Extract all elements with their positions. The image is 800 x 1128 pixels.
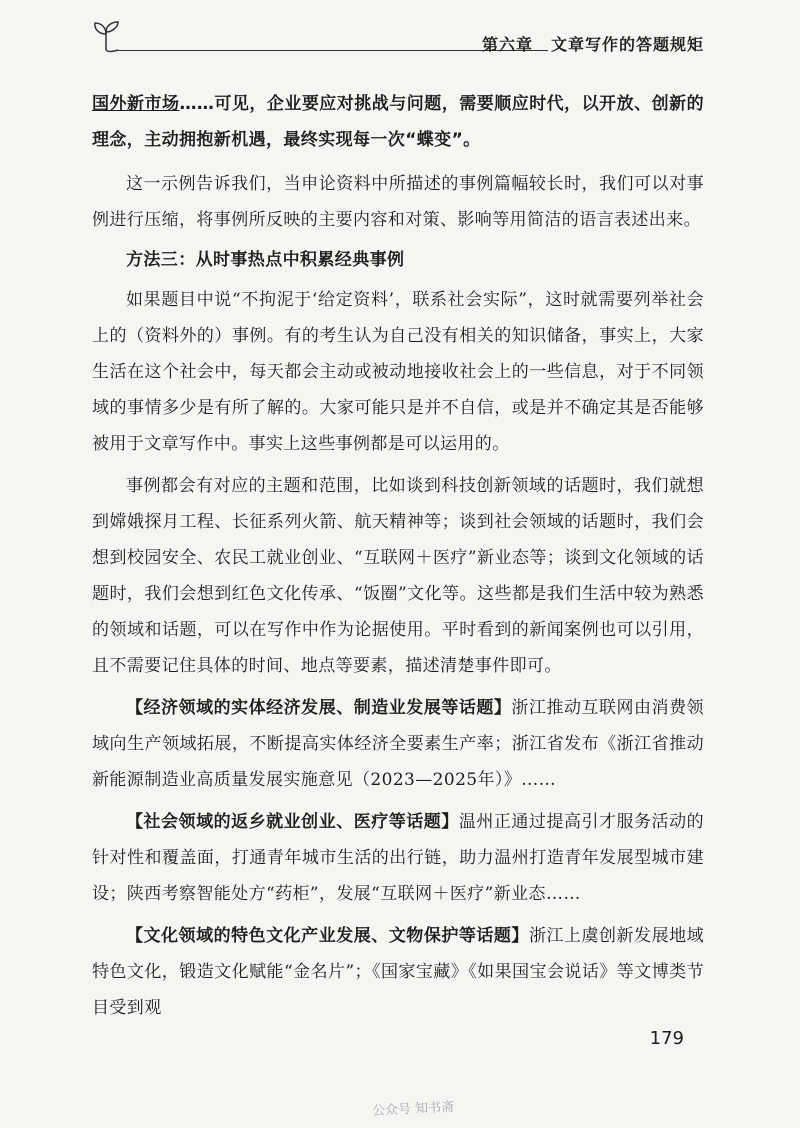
paragraph-2: 这一示例告诉我们，当申论资料中所描述的事例篇幅较长时，我们可以对事例进行压缩，将事例所反映的主要内容和对策、影响等用简洁的语言表述出来。	[92, 174, 704, 230]
paragraph-4: 事例都会有对应的主题和范围，比如谈到科技创新领域的话题时，我们就想到嫦娥探月工程、长征系列火箭、航天精神等；谈到社会领域的话题时，我们会想到校园安全、农民工就业创业、“互联网＋医疗”新业态等；谈到文化领域的话题时，我们会想到红色文化传承、“饭圈”文化等。这些都是我们生活中较为熟悉的领域和话题，可以在写作中作为论据使用。平时看到的新闻案例也可以引用，且不需要记住具体的时间、地点等要素，描述清楚事件即可。	[92, 476, 704, 676]
topic-society-label: 【社会领域的返乡就业创业、医疗等话题】	[126, 812, 459, 832]
page-header	[92, 20, 704, 60]
topic-society-text: 温州正通过提高引才服务活动的针对性和覆盖面，打通青年城市生活的出行链，助力温州打造青年发展型城市建设；陕西考察智能处方“药柜”，发展“互联网＋医疗”新业态……	[92, 812, 704, 904]
chapter-title: 文章写作的答题规矩	[550, 35, 704, 54]
topic-economy	[92, 690, 704, 798]
footer-stamp: 公众号 知书斋	[371, 1099, 455, 1120]
chapter-number: 第六章	[481, 35, 533, 54]
topic-economy-label: 【经济领域的实体经济发展、制造业发展等话题】	[126, 698, 512, 718]
paragraph-1-rest: ……可见，企业要应对挑战与问题，需要顺应时代，以开放、创新的理念，主动拥抱新机遇，最终实现每一次“蝶变”。	[92, 94, 705, 150]
topic-culture-label: 【文化领域的特色文化产业发展、文物保护等话题】	[126, 926, 529, 946]
sprout-leaf-icon	[92, 20, 122, 54]
topic-culture-text: 浙江上虞创新发展地域特色文化，锻造文化赋能“金名片”；《国家宝藏》《如果国宝会说话》等文博类节目受到观	[92, 926, 705, 1018]
topic-society	[92, 804, 704, 912]
paragraph-1	[92, 86, 704, 158]
method-3-heading: 方法三：从时事热点中积累经典事例	[126, 250, 405, 270]
underlined-phrase: 国外新市场	[92, 94, 180, 114]
page-body	[92, 86, 704, 1026]
topic-economy-text: 浙江推动互联网由消费领域向生产领域拓展，不断提高实体经济全要素生产率；浙江省发布《浙江省推动新能源制造业高质量发展实施意见（2023—2025年）》……	[92, 698, 704, 790]
chapter-heading	[482, 32, 704, 55]
topic-culture	[92, 918, 704, 1026]
page-number: 179	[649, 1028, 684, 1049]
paragraph-3: 如果题目中说“不拘泥于‘给定资料’，联系社会实际”，这时就需要列举社会上的（资料外的）事例。有的考生认为自己没有相关的知识储备，事实上，大家生活在这个社会中，每天都会主动或被动地接收社会上的一些信息，对于不同领域的事情多少是有所了解的。大家可能只是并不自信，或是并不确定其是否能够被用于文章写作中。事实上这些事例都是可以运用的。	[92, 290, 704, 454]
